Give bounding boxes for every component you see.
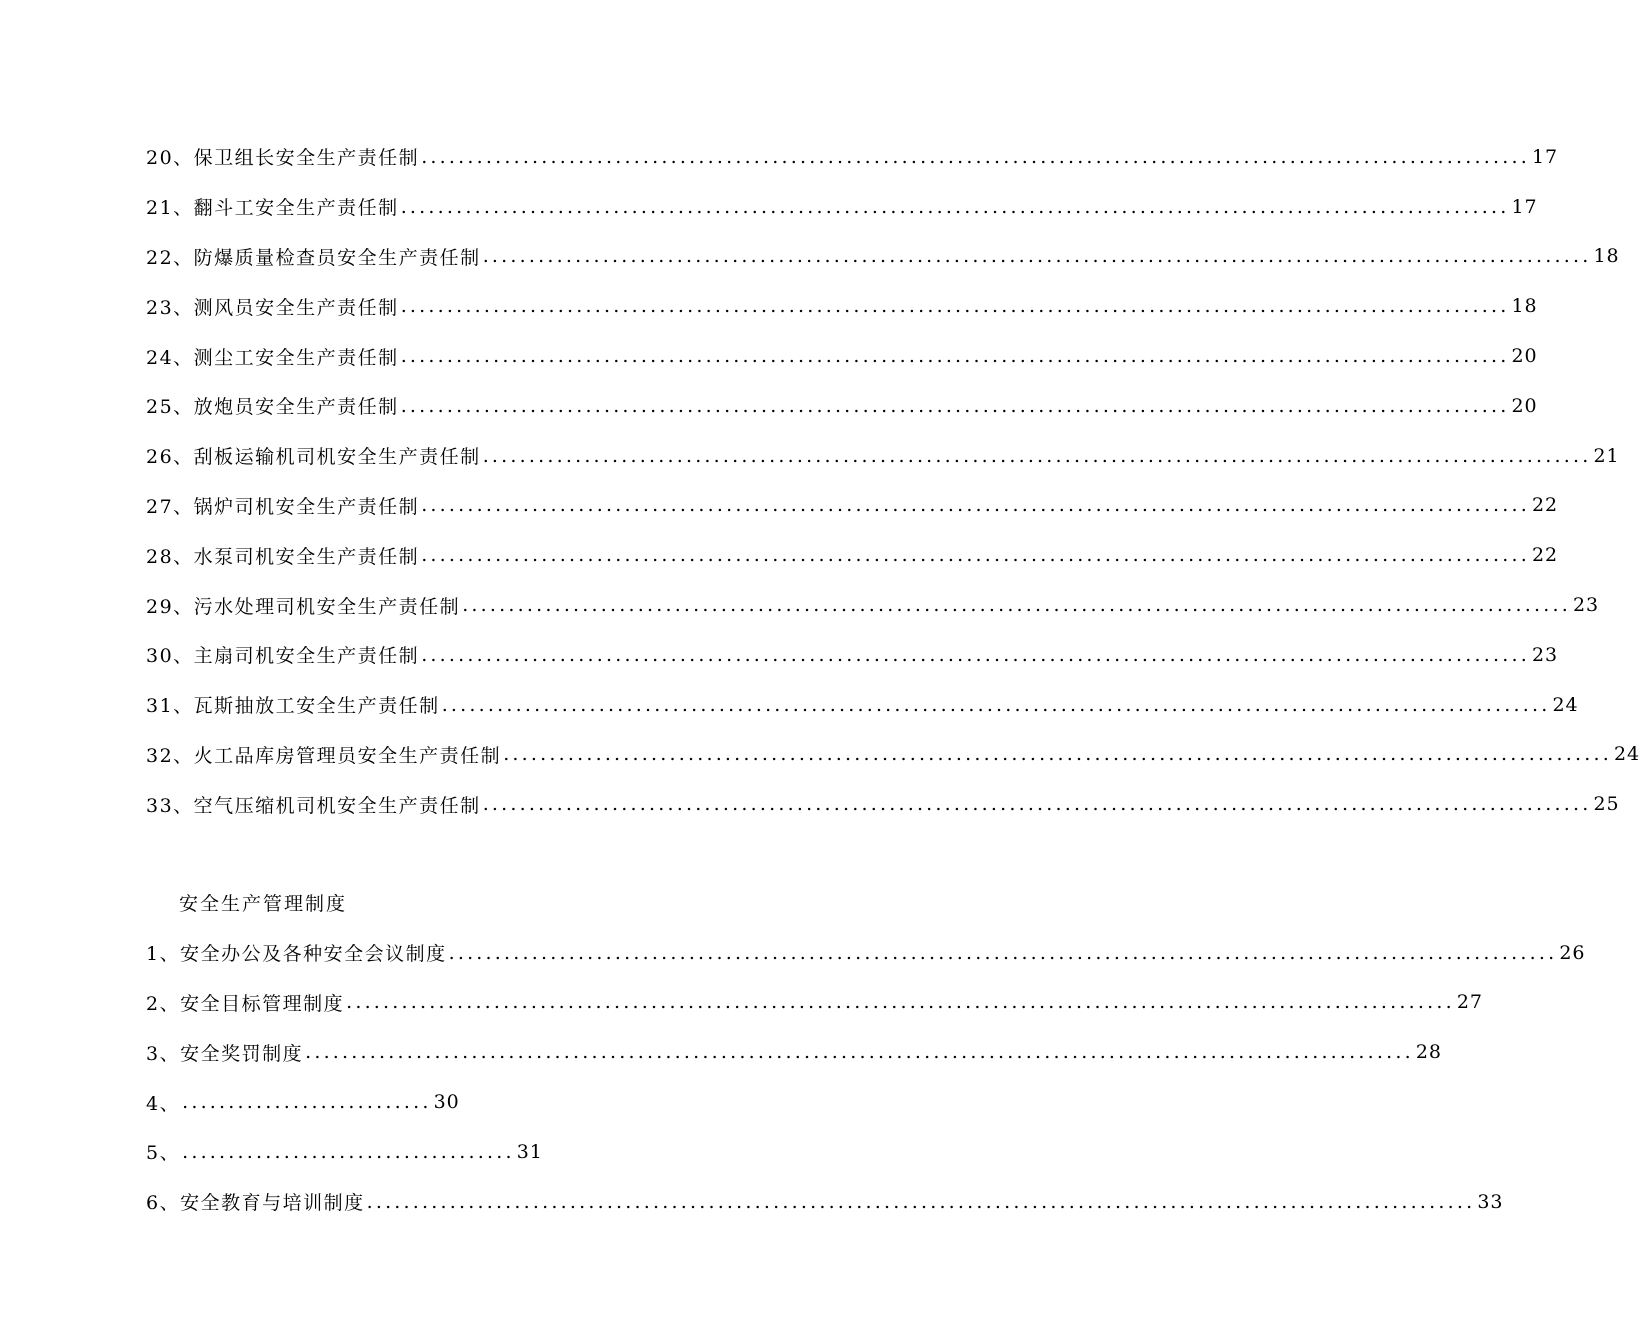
toc-entry-page: 22: [1531, 494, 1559, 517]
toc-entry-label: 33、空气压缩机司机安全生产责任制: [146, 794, 481, 817]
toc-entry: [146, 281, 1538, 331]
toc-leader-dots: ........................................................................................................................: [346, 991, 1455, 1014]
toc-entry-label: 31、瓦斯抽放工安全生产责任制: [146, 695, 440, 718]
toc-leader-dots: ........................................................................................................................: [366, 1190, 1476, 1213]
toc-entry-label: 30、主扇司机安全生产责任制: [146, 645, 420, 668]
toc-leader-dots: ........................................................................................................................: [421, 145, 1530, 168]
toc-entry-label: 2、安全目标管理制度: [146, 992, 345, 1015]
toc-leader-dots: ....................................: [182, 1140, 515, 1163]
toc-entry-page: 24: [1613, 743, 1640, 766]
toc-leader-dots: ........................................................................................................................: [462, 594, 1571, 617]
toc-entry: [146, 1027, 1443, 1077]
toc-entry-page: 24: [1552, 693, 1579, 716]
toc-entry-page: 23: [1572, 594, 1600, 617]
toc-leader-dots: ........................................................................................................................: [448, 941, 1558, 964]
toc-entry-page: 20: [1511, 345, 1538, 368]
toc-entry: [146, 1077, 802, 1127]
toc-leader-dots: ........................................................................................................................: [421, 494, 1530, 517]
toc-entry-page: 23: [1531, 643, 1559, 666]
toc-entry-label: 28、水泵司机安全生产责任制: [146, 545, 420, 568]
toc-entry: [146, 1127, 802, 1177]
toc-entry: [146, 630, 1559, 680]
toc-entry-page: 25: [1593, 793, 1620, 816]
toc-entry: [146, 530, 1559, 580]
toc-entry: [146, 730, 1640, 780]
toc-leader-dots: ........................................................................................................................: [400, 295, 1510, 318]
toc-entry-label: 26、刮板运输机司机安全生产责任制: [146, 446, 481, 469]
toc-leader-dots: ........................................................................................................................: [400, 195, 1510, 218]
toc-entry-label: 24、测尘工安全生产责任制: [146, 346, 399, 369]
toc-entry-label: 4、: [146, 1092, 181, 1115]
toc-entry-label: 25、放炮员安全生产责任制: [146, 396, 399, 419]
toc-entry-page: 18: [1593, 245, 1620, 268]
toc-entry: [146, 978, 1484, 1028]
toc-list-management: [146, 878, 1586, 1227]
toc-leader-dots: ........................................................................................................................: [305, 1041, 1414, 1064]
toc-entry-label: 22、防爆质量检查员安全生产责任制: [146, 246, 481, 269]
toc-entry: [146, 381, 1538, 431]
toc-leader-dots: ........................................................................................................................: [482, 444, 1592, 467]
toc-entry-label: 3、安全奖罚制度: [146, 1042, 304, 1065]
toc-entry-page: 18: [1511, 295, 1538, 318]
toc-entry-page: 30: [433, 1091, 460, 1114]
toc-leader-dots: ........................................................................................................................: [400, 345, 1510, 368]
toc-leader-dots: ........................................................................................................................: [503, 743, 1612, 766]
toc-leader-dots: ........................................................................................................................: [400, 394, 1510, 417]
toc-entry: [146, 182, 1538, 232]
toc-entry: [146, 232, 1620, 282]
toc-entry: [146, 431, 1620, 481]
toc-entry: [146, 132, 1559, 182]
toc-entry: [146, 1177, 1504, 1227]
toc-entry-page: 31: [516, 1140, 543, 1163]
toc-entry-label: 29、污水处理司机安全生产责任制: [146, 595, 461, 618]
toc-entry-label: 1、安全办公及各种安全会议制度: [146, 943, 447, 966]
toc-entry: [146, 928, 1586, 978]
toc-entry-page: 21: [1593, 444, 1620, 467]
toc-entry: [146, 481, 1559, 531]
toc-entry: [146, 331, 1538, 381]
toc-entry-label: 23、测风员安全生产责任制: [146, 296, 399, 319]
toc-entry: [146, 580, 1600, 630]
toc-leader-dots: ...........................: [182, 1091, 432, 1114]
toc-entry-label: 21、翻斗工安全生产责任制: [146, 197, 399, 220]
toc-entry-label: 6、安全教育与培训制度: [146, 1192, 365, 1215]
toc-entry: [146, 779, 1620, 829]
toc-entry-page: 27: [1456, 991, 1484, 1014]
toc-entry-page: 33: [1477, 1190, 1504, 1213]
toc-entry-label: 5、: [146, 1142, 181, 1165]
toc-entry-page: 17: [1511, 195, 1538, 218]
toc-leader-dots: ........................................................................................................................: [421, 643, 1530, 666]
toc-list-responsibilities: [146, 132, 1640, 829]
toc-leader-dots: ........................................................................................................................: [421, 544, 1530, 567]
toc-entry-label: 27、锅炉司机安全生产责任制: [146, 495, 420, 518]
toc-entry-page: 17: [1531, 145, 1559, 168]
toc-entry-page: 28: [1415, 1041, 1443, 1064]
section-title: 安全生产管理制度: [179, 893, 348, 916]
toc-entry-page: 26: [1559, 941, 1586, 964]
toc-entry-page: 22: [1531, 544, 1559, 567]
toc-entry-page: 20: [1511, 394, 1538, 417]
toc-leader-dots: ........................................................................................................................: [482, 793, 1592, 816]
toc-leader-dots: ........................................................................................................................: [482, 245, 1592, 268]
toc-leader-dots: ........................................................................................................................: [441, 693, 1551, 716]
toc-entry-label: 32、火工品库房管理员安全生产责任制: [146, 744, 502, 767]
toc-entry: [146, 680, 1579, 730]
toc-entry-label: 20、保卫组长安全生产责任制: [146, 147, 420, 170]
